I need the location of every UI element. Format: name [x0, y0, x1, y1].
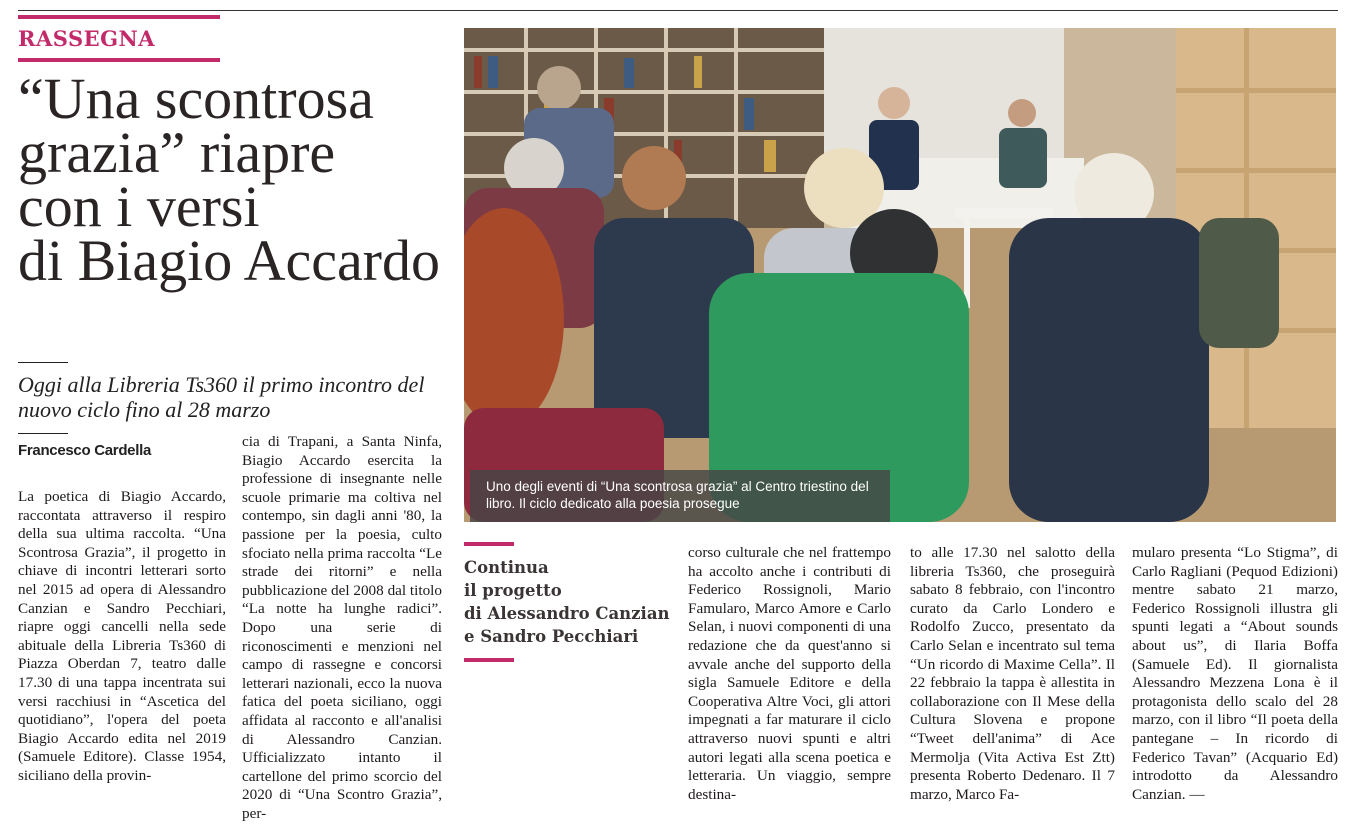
body-column-5 — [1132, 544, 1338, 804]
pullquote-rule-bottom — [464, 658, 514, 662]
section-rule-top — [18, 15, 220, 19]
headline-line-2: grazia” riapre — [18, 120, 336, 185]
byline-rule — [18, 433, 68, 434]
body-column-1 — [18, 488, 226, 786]
body-column-3 — [688, 544, 891, 804]
top-rule — [18, 10, 1338, 11]
body-column-2 — [242, 433, 442, 823]
headline-line-4: di Biagio Accardo — [18, 228, 441, 293]
headline-line-3: con i versi — [18, 174, 260, 239]
byline: Francesco Cardella — [18, 442, 151, 459]
pullquote-line-3: di Alessandro Canzian — [464, 604, 670, 623]
headline — [18, 66, 458, 293]
body-text-1: La poetica di Biagio Accardo, raccontata attraverso il respiro della sua ultima raccolta. “Una Scontrosa Grazia”, il progetto in chiave di incontri letterari sorto nel 2015 ad opera di Alessandro Canzian e Sandro Pecchiari, riapre oggi cancelli nella sede abituale della Libreria Ts360 di Piazza Oberdan 7, teatro dalle 17.30 di una tappa incentrata sui versi racchiusi in “Ascetica del quotidiano”, l'opera del poeta Biagio Accardo edita nel 2019 (Samuele Editore). Classe 1954, siciliano della provin- — [18, 488, 226, 784]
body-column-4 — [910, 544, 1115, 804]
event-photo — [464, 28, 1336, 522]
pullquote-line-4: e Sandro Pecchiari — [464, 627, 639, 646]
body-text-4: to alle 17.30 nel salotto della libreria Ts360, che proseguirà sabato 8 febbraio, con l'incontro curato da Carlo Londero e Rodolfo Zucco, presentato da Carlo Selan e incentrato sul tema “Un ricordo di Maxime Cella”. Il 22 febbraio la tappa è allestita in collaborazione con Il Mese della Cultura Slovena e propone “Tweet dell'anima” di Ace Mermolja (Vita Activa Est Ztt) presenta Roberto Dedenaro. Il 7 marzo, Marco Fa- — [910, 544, 1115, 803]
body-text-5: mularo presenta “Lo Stigma”, di Carlo Ragliani (Pequod Edizioni) mentre sabato 21 marzo, Federico Rossignoli illustra gli spunti legati a “About sounds about us”, di Ilaria Boffa (Samuele Ed). Il giornalista Alessandro Mezzena Lona è il protagonista dello scalo del 28 marzo, con il libro “Il poeta della pantegane – In ricordo di Federico Tavan” (Acquario Ed) introdotto da Alessandro Canzian. — — [1132, 544, 1338, 803]
pullquote-line-2: il progetto — [464, 581, 562, 600]
subheadline-rule — [18, 362, 68, 363]
pullquote-rule-top — [464, 542, 514, 546]
section-rule-bottom — [18, 58, 220, 62]
body-text-3: corso culturale che nel frattempo ha accolto anche i contributi di Federico Rossignoli, Mario Famularo, Marco Amore e Carlo Selan, i nuovi componenti di una redazione che da quest'anno si avvale anche del supporto della sigla Samuele Editore e della Cooperativa Altre Voci, gli attori impegnati a far maturare il ciclo attraverso nuovi spunti e altri autori legati alla scena poetica e letteraria. Un viaggio, sempre destina- — [688, 544, 891, 803]
pullquote — [464, 556, 679, 648]
photo-caption: Uno degli eventi di “Una scontrosa grazia” al Centro triestino del libro. Il ciclo dedicato alla poesia prosegue — [486, 479, 869, 511]
body-text-2: cia di Trapani, a Santa Ninfa, Biagio Accardo esercita la professione di insegnante nelle scuole primarie ma coltiva nel contempo, sin dagli anni '80, la passione per la poesia, culto sfociato nella prima raccolta “Le strade dei ritorni” e nella pubblicazione del 2008 dal titolo “La notte ha lunghe radici”. Dopo una serie di riconoscimenti e menzioni nel campo di rassegne e concorsi letterari nazionali, ecco la nuova fatica del poeta siciliano, oggi affidata al racconto e all'analisi di Alessandro Canzian. Ufficializzato intanto il cartellone del primo scorcio del 2020 di “Una Scontro Grazia”, per- — [242, 433, 442, 822]
headline-line-1: “Una scontrosa — [18, 66, 374, 131]
section-label: RASSEGNA — [18, 26, 156, 51]
pullquote-line-1: Continua — [464, 558, 549, 577]
subheadline: Oggi alla Libreria Ts360 il primo incontro del nuovo ciclo fino al 28 marzo — [18, 372, 425, 422]
